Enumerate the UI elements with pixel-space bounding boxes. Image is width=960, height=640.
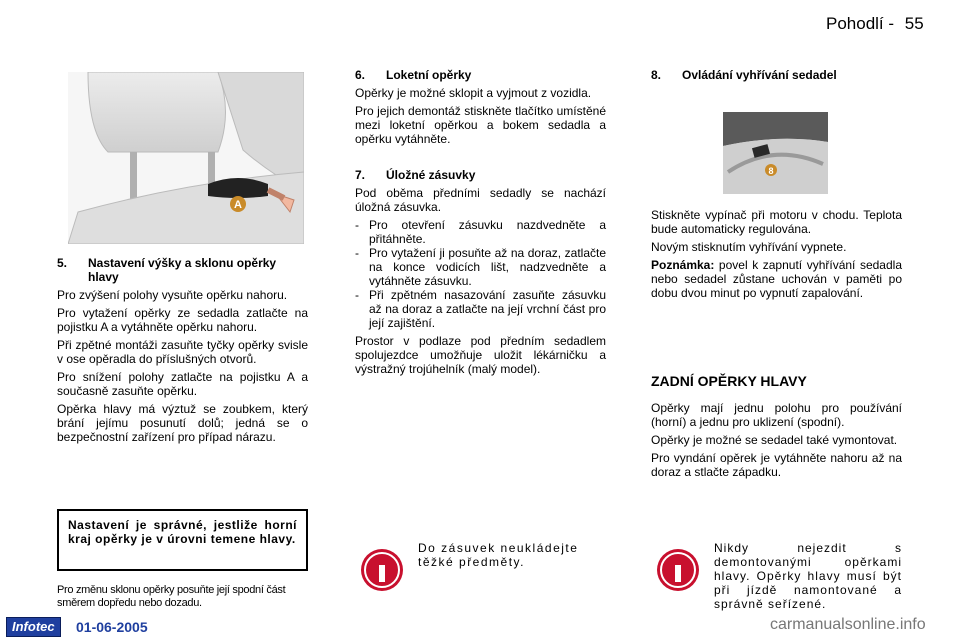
figure-label-8: 8 xyxy=(768,166,774,176)
paragraph: Pod oběma předními sedadly se nachází úložná zásuvka. xyxy=(355,186,606,214)
paragraph: Opěrky je možné sklopit a vyjmout z vozidla. xyxy=(355,86,592,100)
list-item: - Pro vytažení ji posuňte až na doraz, zatlačte na konce vodicích lišt, nadzvedněte a vytáhněte zásuvku. xyxy=(355,246,606,288)
note-paragraph xyxy=(651,258,902,300)
section-6-title: Loketní opěrky xyxy=(386,68,472,82)
section-7-title: Úložné zásuvky xyxy=(386,168,476,182)
sub-note: Pro změnu sklonu opěrky posuňte její spodní část směrem dopředu nebo dozadu. xyxy=(57,584,286,609)
rear-headrests-title: ZADNÍ OPĚRKY HLAVY xyxy=(651,373,807,389)
paragraph: Při zpětné montáži zasuňte tyčky opěrky svisle v ose opěradla do příslušných otvorů. xyxy=(57,338,308,366)
notice-box xyxy=(57,509,308,571)
paragraph: Pro vytažení opěrky ze sedadla zatlačte na pojistku A a vytáhněte opěrku nahoru. xyxy=(57,306,308,334)
paragraph: Pro jejich demontáž stiskněte tlačítko umístěné mezi loketní opěrkou a bokem sedadla a opěrku vytáhněte. xyxy=(355,104,606,146)
paragraph: Pro snížení polohy zatlačte na pojistku A a současně zasuňte opěrku. xyxy=(57,370,308,398)
page-header xyxy=(826,14,924,34)
seat-heating-illustration xyxy=(723,112,828,194)
paragraph: Stiskněte vypínač při motoru v chodu. Teplota bude automaticky regulována. xyxy=(651,208,902,236)
section-6-heading xyxy=(355,68,606,82)
paragraph: Prostor v podlaze pod předním sedadlem spolujezdce umožňuje uložit lékárničku a výstražný trojúhelník (malý model). xyxy=(355,334,606,376)
column-1 xyxy=(57,256,308,448)
paragraph: Pro vyndání opěrek je vytáhněte nahoru až na doraz a stlačte západku. xyxy=(651,451,902,479)
section-5-number: 5. xyxy=(57,256,68,270)
paragraph: Opěrka hlavy má výztuž se zoubkem, který brání jejímu posunutí dolů; jedná se o bezpečnostní zařízení pro případ nárazu. xyxy=(57,402,308,444)
paragraph: Opěrky mají jednu polohu pro používání (horní) a jednu pro uklizení (spodní). xyxy=(651,401,902,429)
note-text: povel k zapnutí vyhřívání sedadla nebo sedadel zůstane uchován v paměti po dobu dvou minut po vypnutí zapalování. xyxy=(651,258,902,300)
info-icon xyxy=(656,548,700,597)
notice-text: Nastavení je správné, jestliže horní kraj opěrky je v úrovni temene hlavy. xyxy=(68,518,297,546)
headrest-figure xyxy=(68,72,304,244)
column-3 xyxy=(651,208,902,304)
column-2 xyxy=(355,68,606,380)
section-7-heading xyxy=(355,168,606,182)
section-8-title: Ovládání vyhřívání sedadel xyxy=(682,68,837,82)
info-icon xyxy=(360,548,404,597)
page-number: 55 xyxy=(904,14,924,33)
header-title: Pohodlí - xyxy=(826,14,895,33)
seat-heating-figure xyxy=(723,112,828,194)
list-item: - Pro otevření zásuvku nazdvedněte a přitáhněte. xyxy=(355,218,606,246)
warning-headrests: Nikdy nejezdit s demontovanými opěrkami hlavy. Opěrky hlavy musí být při jízdě namontované a správně seřízené. xyxy=(714,541,902,611)
infotec-logo: Infotec xyxy=(6,617,61,637)
note-label: Poznámka: xyxy=(651,258,715,272)
section-8-number: 8. xyxy=(651,68,662,82)
paragraph: Opěrky je možné se sedadel také vymontovat. xyxy=(651,433,898,447)
watermark: carmanualsonline.info xyxy=(770,616,926,633)
warning-drawers: Do zásuvek neukládejte těžké předměty. xyxy=(418,541,579,569)
section-7-number: 7. xyxy=(355,168,366,182)
paragraph: Pro zvýšení polohy vysuňte opěrku nahoru. xyxy=(57,288,288,302)
rear-headrests-text xyxy=(651,401,902,483)
section-5-title: Nastavení výšky a sklonu opěrky hlavy xyxy=(88,256,277,284)
section-8-heading xyxy=(651,68,902,86)
section-5-heading xyxy=(57,256,308,284)
figure-label-a: A xyxy=(234,199,242,211)
footer-date: 01-06-2005 xyxy=(76,619,148,635)
paragraph: Novým stisknutím vyhřívání vypnete. xyxy=(651,240,847,254)
list-item: - Při zpětném nasazování zasuňte zásuvku až na doraz a zatlačte na její vrchní část pro její zajištění. xyxy=(355,288,606,330)
section-6-number: 6. xyxy=(355,68,366,82)
drawer-steps-list xyxy=(355,218,606,330)
headrest-illustration xyxy=(68,72,304,244)
